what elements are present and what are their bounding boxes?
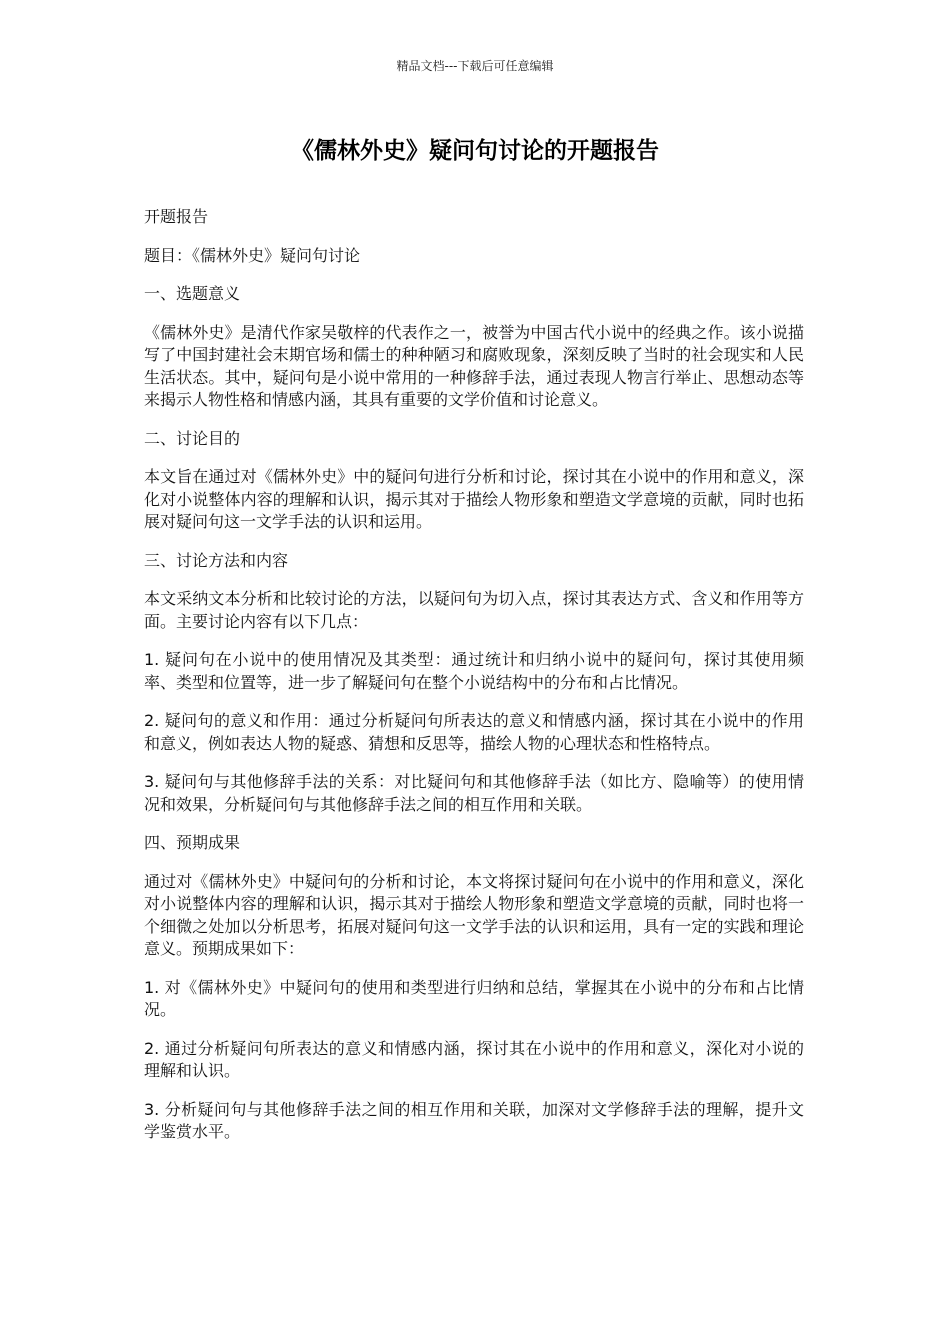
section-heading-purpose: 二、讨论目的 <box>144 428 241 448</box>
section-heading-method: 三、讨论方法和内容 <box>144 550 289 570</box>
doc-label: 开题报告 <box>144 207 209 226</box>
section-heading-significance: 一、选题意义 <box>144 284 241 303</box>
outcomes-paragraph: 通过对《儒林外史》中疑问句的分析和讨论，本文将探讨疑问句在小说中的作用和意义，深化对小说整体内容的理解和认识，揭示其对于描绘人物形象和塑造文学意境的贡献，同时也将一个细微之处加以分析思考，拓展对疑问句这一文学手法的认识和运用，具有一定的实践和理论意义。预期成果如下： <box>144 871 804 958</box>
section-heading-outcomes: 四、预期成果 <box>144 833 241 852</box>
method-item-3: 3. 疑问句与其他修辞手法的关系：对比疑问句和其他修辞手法（如比方、隐喻等）的使用情况和效果，分析疑问句与其他修辞手法之间的相互作用和关联。 <box>144 772 804 814</box>
method-item-1: 1. 疑问句在小说中的使用情况及其类型：通过统计和归纳小说中的疑问句，探讨其使用频率、类型和位置等，进一步了解疑问句在整个小说结构中的分布和占比情况。 <box>144 650 804 692</box>
outcome-item-3: 3. 分析疑问句与其他修辞手法之间的相互作用和关联，加深对文学修辞手法的理解，提升文学鉴赏水平。 <box>144 1099 804 1141</box>
outcome-item-1: 1. 对《儒林外史》中疑问句的使用和类型进行归纳和总结，掌握其在小说中的分布和占比情况。 <box>144 977 804 1019</box>
outcome-item-2: 2. 通过分析疑问句所表达的意义和情感内涵，探讨其在小说中的作用和意义，深化对小说的理解和认识。 <box>144 1038 804 1080</box>
page-header-note: 精品文档---下载后可任意编辑 <box>396 59 554 73</box>
purpose-paragraph: 本文旨在通过对《儒林外史》中的疑问句进行分析和讨论，探讨其在小说中的作用和意义，深化对小说整体内容的理解和认识，揭示其对于描绘人物形象和塑造文学意境的贡献，同时也拓展对疑问句这一文学手法的认识和运用。 <box>144 467 804 531</box>
method-paragraph: 本文采纳文本分析和比较讨论的方法，以疑问句为切入点，探讨其表达方式、含义和作用等方面。主要讨论内容有以下几点： <box>144 589 804 631</box>
document-body <box>144 206 804 1160</box>
significance-paragraph: 《儒林外史》是清代作家吴敬梓的代表作之一，被誉为中国古代小说中的经典之作。该小说描写了中国封建社会末期官场和儒士的种种陋习和腐败现象，深刻反映了当时的社会现实和人民生活状态。其中，疑问句是小说中常用的一种修辞手法，通过表现人物言行举止、思想动态等来揭示人物性格和情感内涵，其具有重要的文学价值和讨论意义。 <box>144 322 804 409</box>
document-title: 《儒林外史》疑问句讨论的开题报告 <box>291 138 659 164</box>
method-item-2: 2. 疑问句的意义和作用：通过分析疑问句所表达的意义和情感内涵，探讨其在小说中的作用和意义，例如表达人物的疑惑、猜想和反思等，描绘人物的心理状态和性格特点。 <box>144 711 804 753</box>
topic-line: 题目：《儒林外史》疑问句讨论 <box>144 245 361 265</box>
